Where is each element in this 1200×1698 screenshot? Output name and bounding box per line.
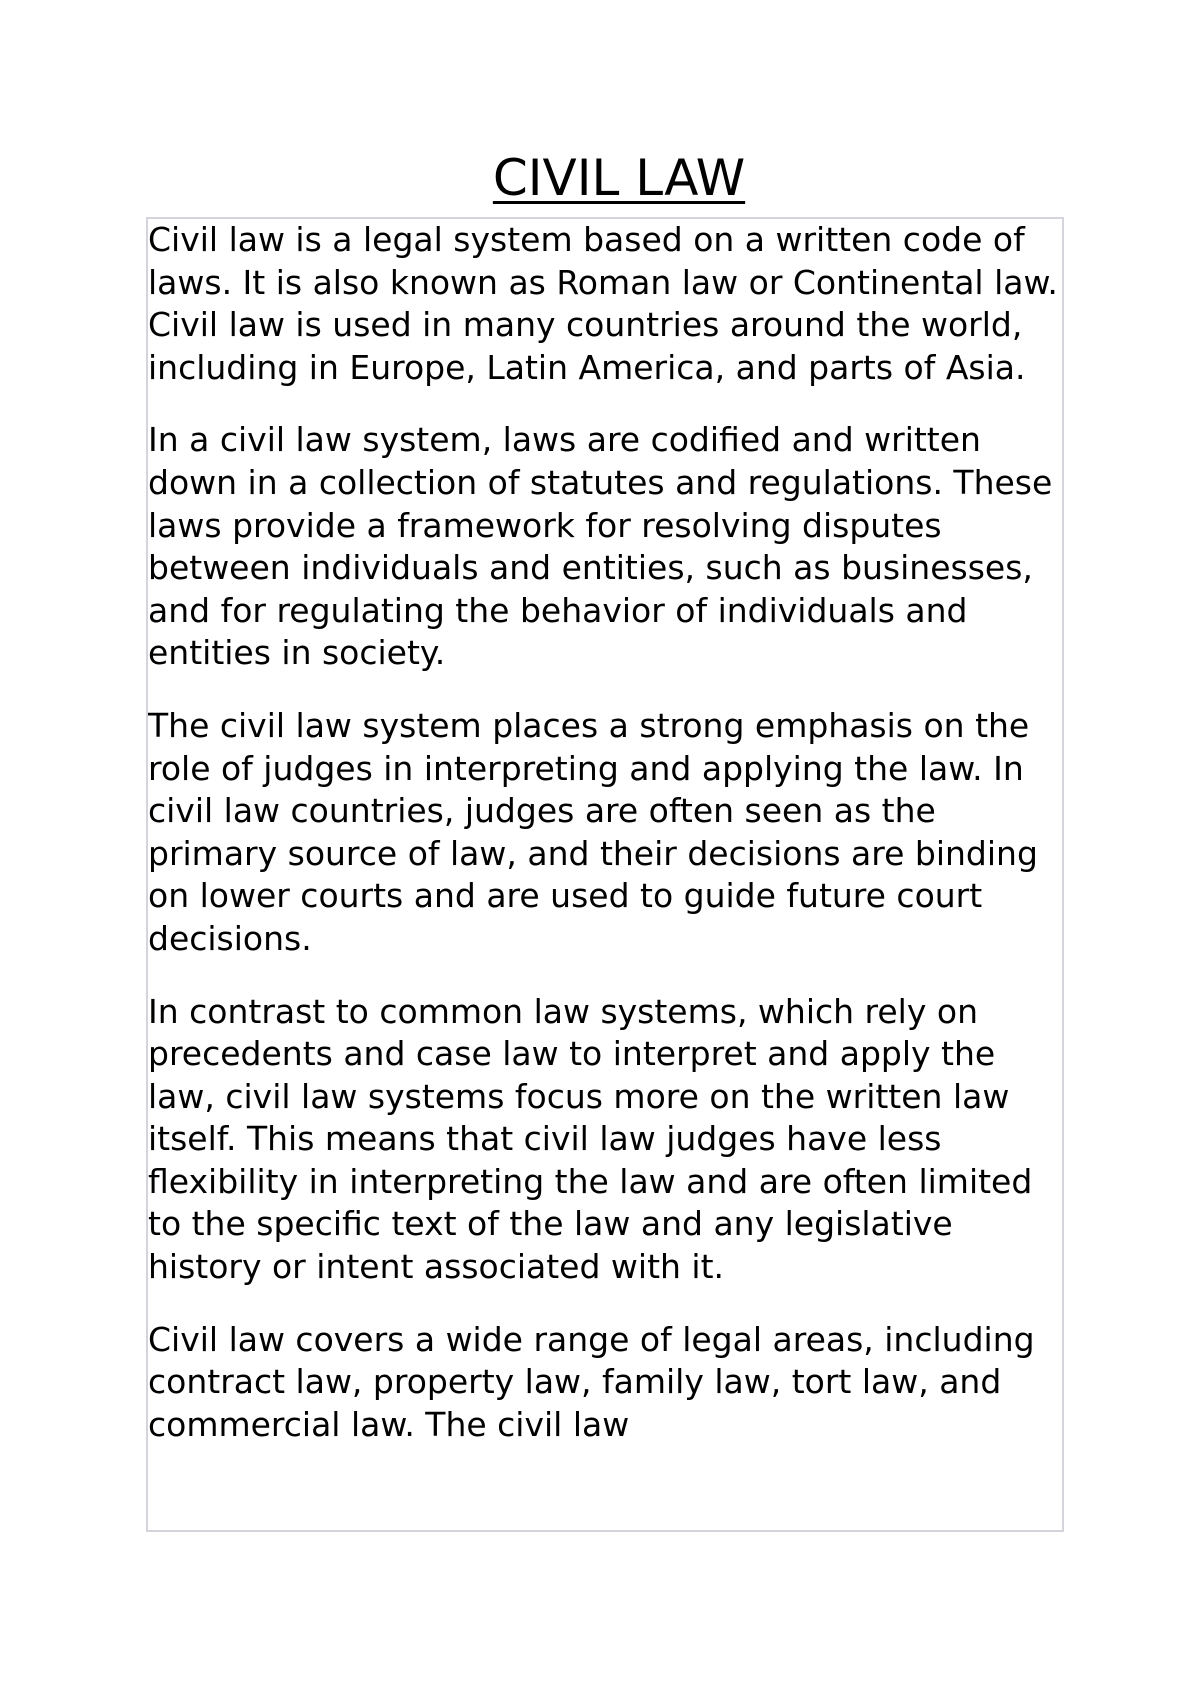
paragraph-2: In a civil law system, laws are codified and written down in a collection of statutes and regulations. These laws provide a framework for resolving disputes between individuals and entities, such as businesses, and for regulating the behavior of individuals and entities in society. [148,420,1053,673]
paragraph-5: Civil law covers a wide range of legal areas, including contract law, property law, family law, tort law, and commercial law. The civil law [148,1319,1035,1444]
paragraph-1: Civil law is a legal system based on a written code of laws. It is also known as Roman law or Continental law. Civil law is used in many countries around the world, including in Europe, Latin America, and parts of Asia. [148,220,1058,387]
paragraph-3: The civil law system places a strong emphasis on the role of judges in interpreting and applying the law. In civil law countries, judges are often seen as the primary source of law, and their decisions are binding on lower courts and are used to guide future court decisions. [148,705,1038,958]
text-box[interactable] [146,217,1064,1532]
paragraph-4: In contrast to common law systems, which rely on precedents and case law to interpret and apply the law, civil law systems focus more on the written law itself. This means that civil law judges have less flexibility in interpreting the law and are often limited to the specific text of the law and any legislative history or intent associated with it. [148,991,1033,1287]
page-title: CIVIL LAW [492,149,746,207]
